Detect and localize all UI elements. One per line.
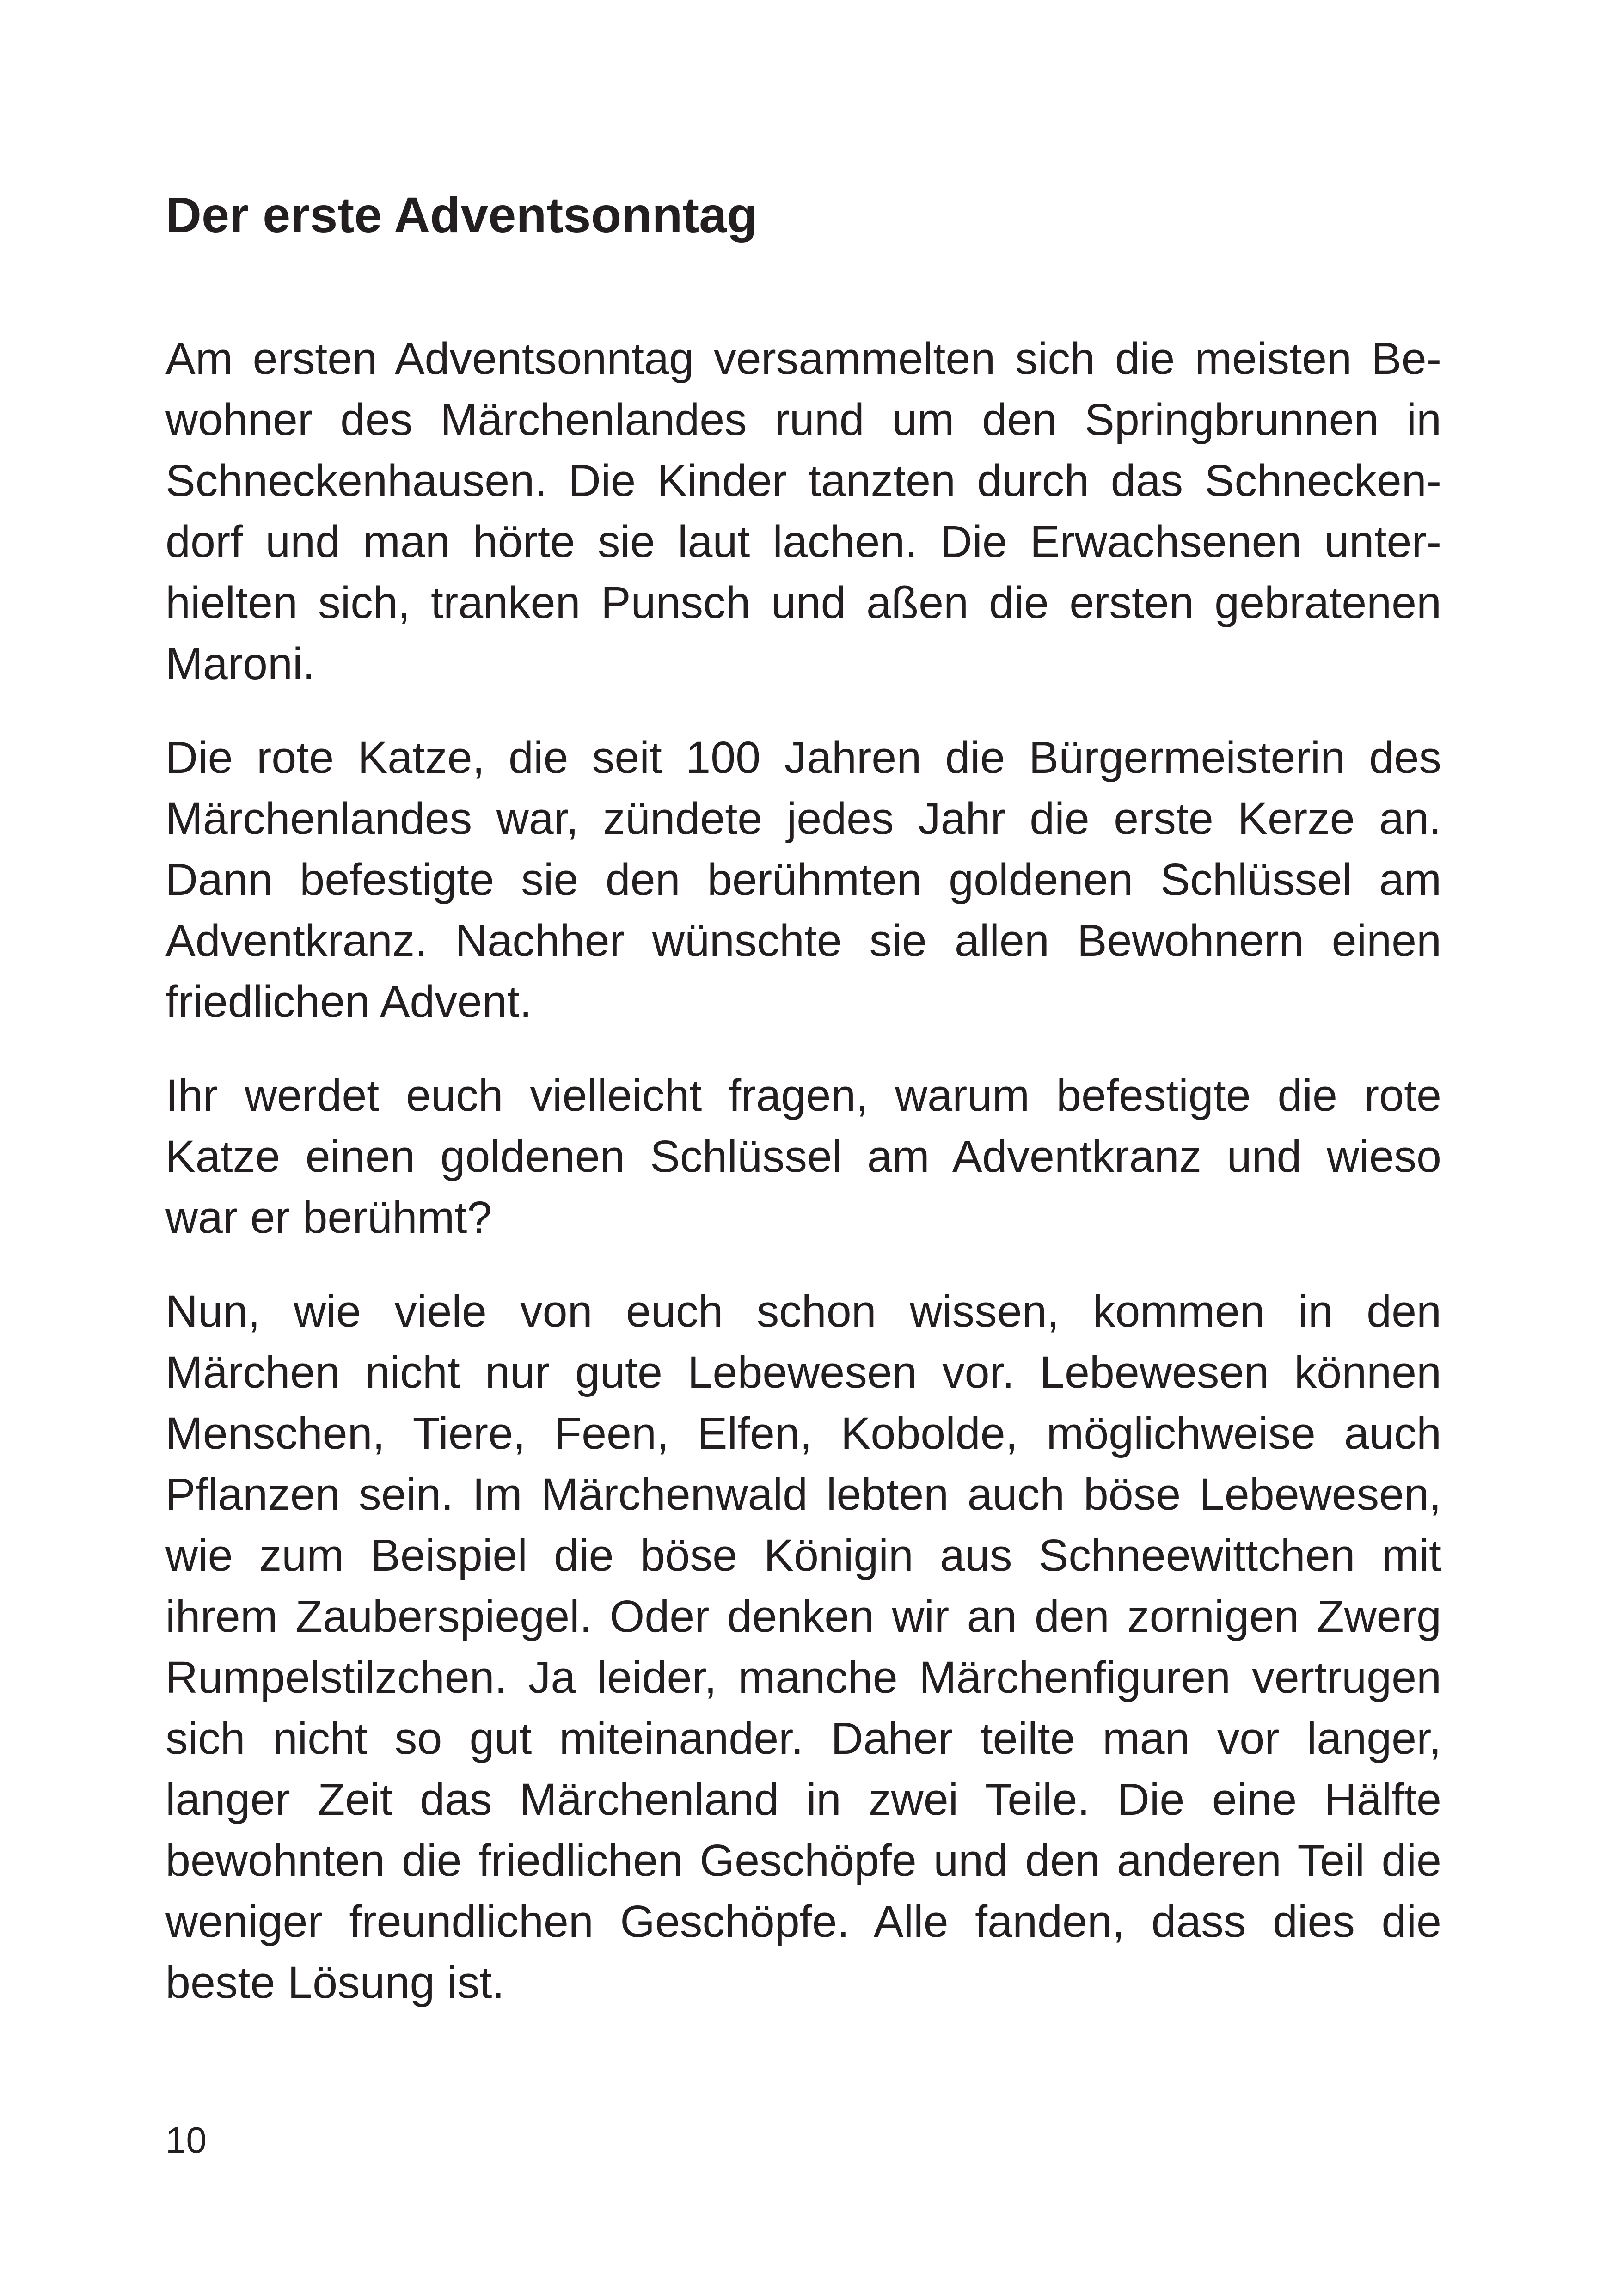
text-line: wie zum Beispiel die böse Königin aus Schneewittchen mit [165, 1530, 1441, 1580]
text-line: Schneckenhausen. Die Kinder tanzten durch das Schnecken- [165, 455, 1441, 506]
text-line: hielten sich, tranken Punsch und aßen die ersten gebratenen [165, 577, 1441, 628]
text-line: Rumpelstilzchen. Ja leider, manche Märchenfiguren vertrugen [165, 1652, 1441, 1702]
text-line: beste Lösung ist. [165, 1957, 505, 2008]
text-line: bewohnten die friedlichen Geschöpfe und den anderen Teil die [165, 1835, 1441, 1886]
text-line: Die rote Katze, die seit 100 Jahren die Bürgermeisterin des [165, 732, 1441, 783]
body-text [165, 328, 1441, 2046]
text-line: weniger freundlichen Geschöpfe. Alle fanden, dass dies die [165, 1896, 1441, 1947]
paragraph-4 [165, 1281, 1441, 2013]
text-line: Märchen nicht nur gute Lebewesen vor. Lebewesen können [165, 1347, 1441, 1397]
text-line: dorf und man hörte sie laut lachen. Die Erwachsenen unter- [165, 516, 1441, 567]
text-line: sich nicht so gut miteinander. Daher teilte man vor langer, [165, 1713, 1441, 1763]
text-line: langer Zeit das Märchenland in zwei Teile. Die eine Hälfte [165, 1774, 1441, 1825]
text-line: war er berühmt? [165, 1192, 492, 1243]
paragraph-1 [165, 328, 1441, 694]
text-line: Katze einen goldenen Schlüssel am Adventkranz und wieso [165, 1131, 1441, 1182]
paragraph-3 [165, 1065, 1441, 1248]
text-line: wohner des Märchenlandes rund um den Springbrunnen in [165, 394, 1441, 445]
paragraph-2 [165, 727, 1441, 1032]
text-line: Dann befestigte sie den berühmten goldenen Schlüssel am [165, 854, 1441, 905]
text-line: friedlichen Advent. [165, 976, 532, 1027]
text-line: Adventkranz. Nachher wünschte sie allen Bewohnern einen [165, 915, 1441, 966]
text-line: Pflanzen sein. Im Märchenwald lebten auch böse Lebewesen, [165, 1469, 1441, 1519]
text-line: Menschen, Tiere, Feen, Elfen, Kobolde, möglichweise auch [165, 1408, 1441, 1458]
text-line: Nun, wie viele von euch schon wissen, kommen in den [165, 1286, 1441, 1336]
text-line: Am ersten Adventsonntag versammelten sich die meisten Be- [165, 333, 1441, 384]
text-line: Ihr werdet euch vielleicht fragen, warum befestigte die rote [165, 1070, 1441, 1120]
text-line: Maroni. [165, 638, 315, 689]
page-title: Der erste Adventsonntag [165, 187, 758, 243]
text-line: ihrem Zauberspiegel. Oder denken wir an den zornigen Zwerg [165, 1591, 1441, 1641]
text-line: Märchenlandes war, zündete jedes Jahr die erste Kerze an. [165, 793, 1441, 844]
page-number: 10 [165, 2119, 207, 2161]
